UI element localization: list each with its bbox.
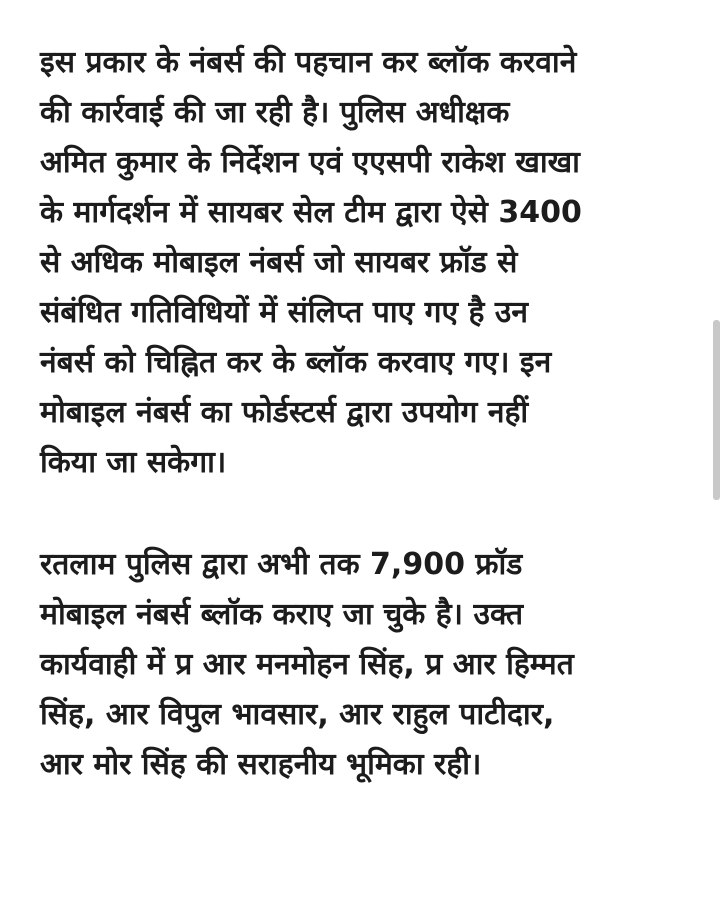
text-line: आर मोर सिंह की सराहनीय भूमिका रही। [40, 747, 482, 782]
paragraph-spacer [40, 488, 680, 540]
text-line: नंबर्स को चिह्नित कर के ब्लॉक करवाए गए। इन [40, 345, 552, 380]
paragraph-2 [40, 540, 680, 790]
paragraph-1 [40, 38, 680, 488]
article-body [40, 38, 680, 790]
text-line: से अधिक मोबाइल नंबर्स जो सायबर फ्रॉड से [40, 245, 518, 280]
text-line: मोबाइल नंबर्स ब्लॉक कराए जा चुके है। उक्त [40, 597, 524, 632]
text-line: इस प्रकार के नंबर्स की पहचान कर ब्लॉक करवाने [40, 45, 577, 80]
scrollbar-thumb[interactable] [713, 320, 720, 500]
text-line: अमित कुमार के निर्देशन एवं एएसपी राकेश खाखा [40, 145, 580, 180]
text-line: किया जा सकेगा। [40, 445, 227, 480]
text-line: सिंह, आर विपुल भावसार, आर राहुल पाटीदार, [40, 697, 555, 732]
text-line: की कार्रवाई की जा रही है। पुलिस अधीक्षक [40, 95, 510, 130]
text-line: रतलाम पुलिस द्वारा अभी तक 7,900 फ्रॉड [40, 547, 523, 582]
text-line: मोबाइल नंबर्स का फोर्डस्टर्स द्वारा उपयोग नहीं [40, 395, 529, 430]
text-line: संबंधित गतिविधियों में संलिप्त पाए गए है उन [40, 295, 529, 330]
text-line: कार्यवाही में प्र आर मनमोहन सिंह, प्र आर हिम्मत [40, 647, 574, 682]
text-line: के मार्गदर्शन में सायबर सेल टीम द्वारा ऐसे 3400 [40, 195, 582, 230]
